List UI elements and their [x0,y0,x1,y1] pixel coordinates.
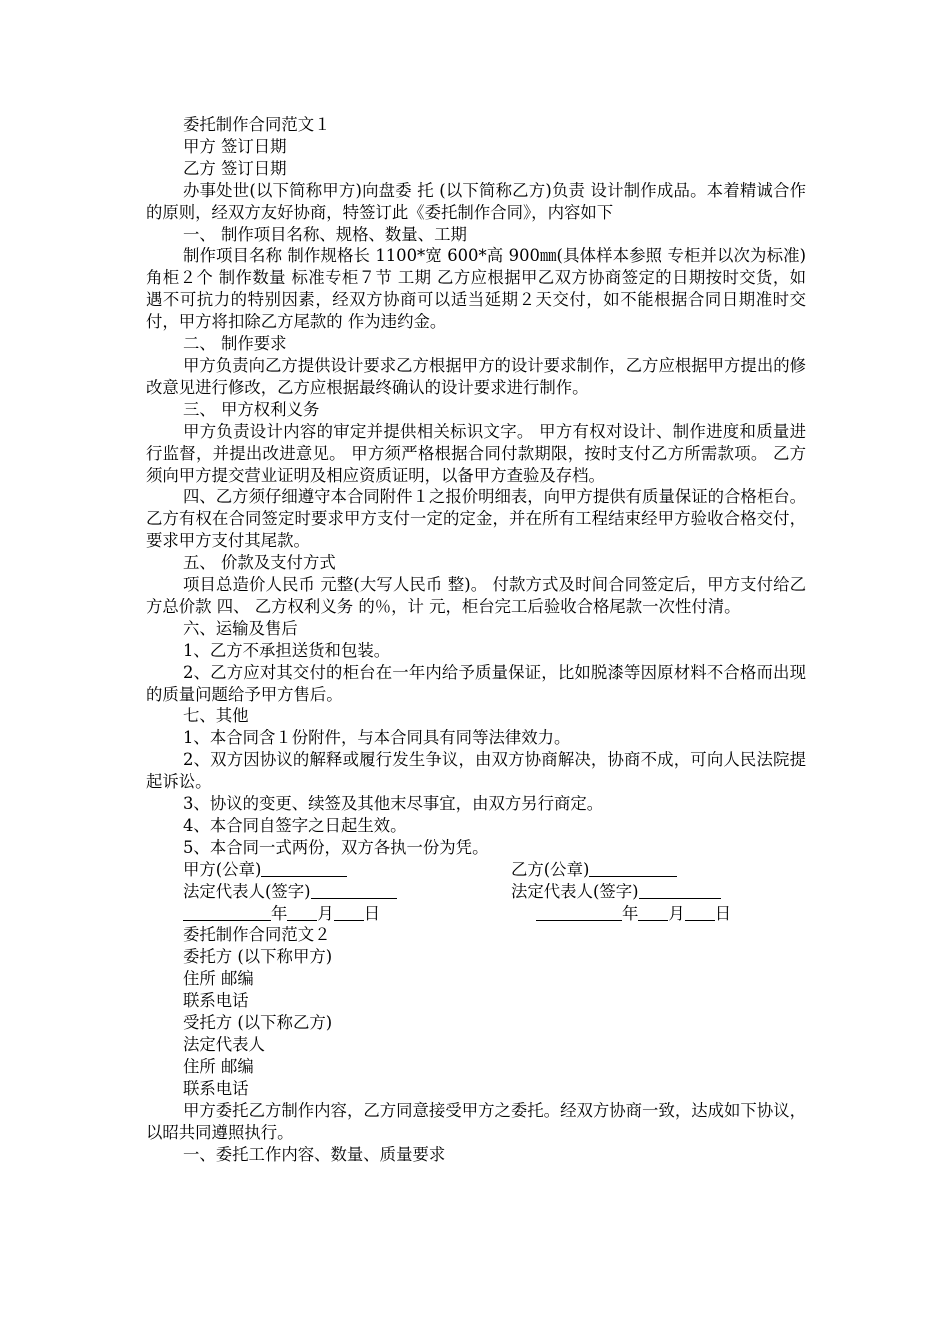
trustee-address: 住所 邮编 [183,1056,254,1076]
section-6-item-2: 2、乙方应对其交付的柜台在一年内给予质量保证，比如脱漆等因原材料不合格而出现的质量问题给予甲方售后。 [146,662,806,704]
party-a-signing-date: 甲方 签订日期 [183,136,287,156]
entruster-address: 住所 邮编 [183,969,254,989]
section-6-item-1: 1、乙方不承担送货和包装。 [183,640,391,660]
party-b-representative: 法定代表人(签字) [511,881,721,903]
contract-title-1: 委托制作合同范文１ [183,115,331,134]
party-a-seal-blank [261,862,347,877]
trustee-phone: 联系电话 [183,1078,249,1098]
section-7-item-1: 1、本合同含１份附件，与本合同具有同等法律效力。 [183,728,571,748]
signature-seal-row [146,859,806,881]
contract-2-section-1-title: 一、委托工作内容、数量、质量要求 [183,1144,446,1164]
party-a-representative: 法定代表人(签字) [183,881,397,903]
party-b-seal: 乙方(公章) [511,859,677,881]
section-2-title: 二、 制作要求 [183,334,287,354]
section-3-body: 甲方负责设计内容的审定并提供相关标识文字。 甲方有权对设计、制作进度和质量进行监督，并提出改进意见。 甲方须严格根据合同付款期限，按时支付乙方所需款项。 乙方须向甲方提交营业证明及相应资质证明，以备甲方查验及存档。 [146,421,806,485]
section-7-item-3: 3、协议的变更、续签及其他末尽事宜，由双方另行商定。 [183,794,604,814]
section-4-body: 四、乙方须仔细遵守本合同附件１之报价明细表，向甲方提供有质量保证的合格柜台。 乙方有权在合同签定时要求甲方支付一定的定金，并在所有工程结束经甲方验收合格交付，要求甲方支付其尾款。 [146,487,806,551]
entruster-phone: 联系电话 [183,991,249,1011]
section-5-body: 项目总造价人民币 元整(大写人民币 整)。 付款方式及时间合同签定后，甲方支付给乙方总价款 四、 乙方权利义务 的％，计 元，柜台完工后验收合格尾款一次性付清。 [146,575,806,616]
document-page [146,114,806,1165]
section-3-title: 三、 甲方权利义务 [183,399,320,419]
party-b-rep-blank [639,884,721,899]
party-a-rep-blank [311,884,397,899]
intro-paragraph-2: 甲方委托乙方制作内容，乙方同意接受甲方之委托。经双方协商一致，达成如下协议，以昭共同遵照执行。 [146,1100,806,1142]
trustee-line: 受托方 (以下称乙方) [183,1013,333,1033]
section-6-title: 六、运输及售后 [183,618,298,638]
section-7-title: 七、其他 [183,706,249,726]
signature-date-row [146,903,806,925]
section-5-title: 五、 价款及支付方式 [183,553,336,573]
section-7-item-4: 4、本合同自签字之日起生效。 [183,816,407,835]
intro-paragraph: 办事处世(以下简称甲方)向盘委 托 (以下简称乙方)负责 设计制作成品。本着精诚合作的原则，经双方友好协商，特签订此《委托制作合同》，内容如下 [146,180,806,222]
party-a-seal: 甲方(公章) [183,859,347,881]
section-2-body: 甲方负责向乙方提供设计要求乙方根据甲方的设计要求制作，乙方应根据甲方提出的修改意见进行修改，乙方应根据最终确认的设计要求进行制作。 [146,355,806,397]
signature-rep-row [146,881,806,903]
section-7-item-5: 5、本合同一式两份，双方各执一份为凭。 [183,837,489,857]
party-b-signing-date: 乙方 签订日期 [183,158,287,178]
party-b-seal-blank [589,862,677,877]
contract-title-2: 委托制作合同范文２ [183,925,331,945]
party-a-date: 年 月 日 [183,903,380,925]
party-b-date: 年 月 日 [536,903,731,925]
section-7-item-2: 2、双方因协议的解释或履行发生争议，由双方协商解决，协商不成，可向人民法院提起诉讼。 [146,750,806,792]
section-1-body: 制作项目名称 制作规格长 1100*宽 600*高 900㎜(具体样本参照 专柜并以次为标准)角柜２个 制作数量 标准专柜７节 工期 乙方应根据甲乙双方协商签定的日期按时交货，如遇不可抗力的特别因素，经双方协商可以适当延期２天交付，如不能根据合同日期准时交付，甲方将扣除乙方尾款的 作为违约金。 [146,246,806,332]
trustee-legal-rep: 法定代表人 [183,1035,265,1055]
entruster-line: 委托方 (以下称甲方) [183,947,333,967]
section-1-title: 一、 制作项目名称、规格、数量、工期 [183,224,467,244]
